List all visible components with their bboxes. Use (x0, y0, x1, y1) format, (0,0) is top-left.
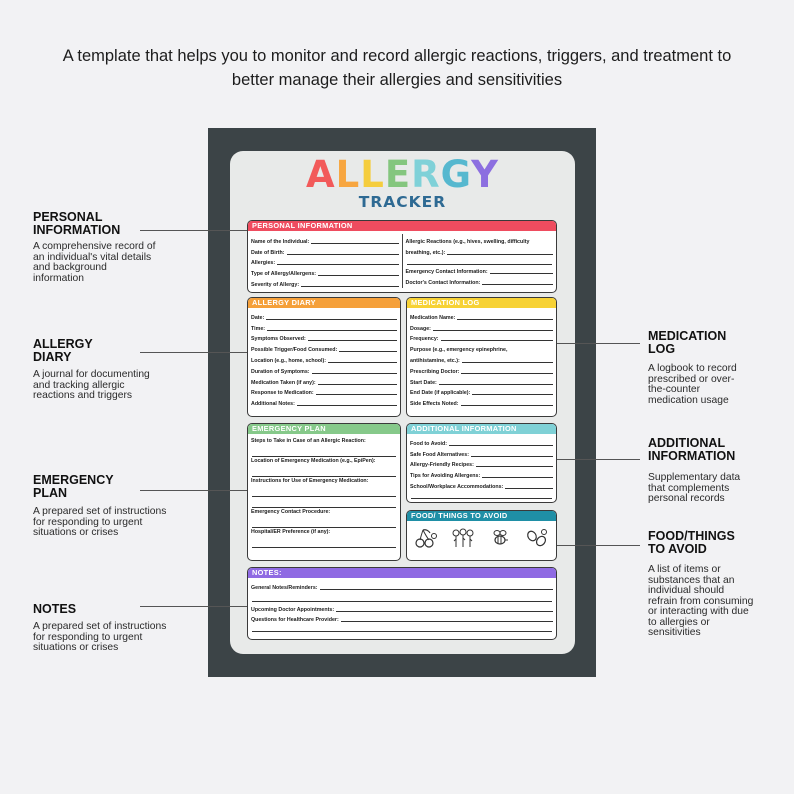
connector-line (557, 545, 640, 546)
callout-emergency-title: EMERGENCY PLAN (33, 473, 114, 500)
blank-line[interactable] (252, 466, 396, 477)
callout-emergency-desc: A prepared set of instructions for responding to urgent situations or crises (33, 506, 167, 538)
blank-line[interactable] (252, 623, 552, 632)
field-allergies[interactable]: Allergies: (248, 256, 402, 267)
callout-additional-desc: Supplementary data that complements personal records (648, 472, 741, 504)
field-severity-of-allergy[interactable]: Severity of Allergy: (248, 277, 402, 288)
field-recipes[interactable]: Allergy-Friendly Recipes: (407, 458, 556, 469)
blank-line[interactable] (252, 591, 552, 602)
emergency-medication-location-label: Location of Emergency Medication (e.g., EpiPen): (251, 458, 376, 464)
field-tips[interactable]: Tips for Avoiding Allergens: (407, 468, 556, 479)
title-letter: G (440, 153, 472, 196)
title-tracker: TRACKER (358, 193, 447, 211)
intro-text: A template that helps you to monitor and record allergic reactions, triggers, and treatment to better manage their allergies and sensitivities (62, 47, 732, 89)
emergency-plan-section (247, 423, 401, 561)
emergency-instructions-label: Instructions for Use of Emergency Medication: (251, 478, 369, 484)
field-name-of-individual[interactable]: Name of the Individual: (248, 234, 402, 245)
callout-diary-title: ALLERGY DIARY (33, 337, 93, 364)
blank-line[interactable] (411, 490, 552, 499)
field-accommodations[interactable]: School/Workplace Accommodations: (407, 479, 556, 490)
field-symptoms[interactable]: Symptoms Observed: (248, 332, 400, 343)
field-date-of-birth[interactable]: Date of Birth: (248, 245, 402, 256)
title-letter: A (306, 153, 336, 196)
additional-information-section (406, 423, 557, 503)
emergency-steps-label: Steps to Take in Case of an Allergic Reaction: (251, 438, 366, 444)
field-side-effects[interactable]: Side Effects Noted: (407, 396, 556, 407)
field-start-date[interactable]: Start Date: (407, 375, 556, 386)
emergency-contact-procedure-label: Emergency Contact Procedure: (251, 509, 331, 515)
field-emergency-contact[interactable]: Emergency Contact Information: (403, 265, 557, 276)
field-doctor-contact[interactable]: Doctor's Contact Information: (403, 275, 557, 286)
section-header: ADDITIONAL INFORMATION (407, 424, 556, 434)
medication-log-section (406, 297, 557, 417)
field-dosage[interactable]: Dosage: (407, 321, 556, 332)
blank-line[interactable] (252, 446, 396, 457)
hospital-preference-label: Hospital/ER Preference (if any): (251, 529, 331, 535)
field-response[interactable]: Response to Medication: (248, 386, 400, 397)
field-prescribing-doctor[interactable]: Prescribing Doctor: (407, 364, 556, 375)
field-medication-name[interactable]: Medication Name: (407, 310, 556, 321)
callout-diary-desc: A journal for documenting and tracking allergic reactions and triggers (33, 369, 150, 401)
callout-notes-desc: A prepared set of instructions for responding to urgent situations or crises (33, 621, 167, 653)
food-things-to-avoid-section (406, 510, 557, 561)
connector-line (140, 230, 247, 231)
field-doctor-appointments[interactable]: Upcoming Doctor Appointments: (248, 602, 556, 613)
blank-line[interactable] (252, 497, 396, 508)
field-general-notes[interactable]: General Notes/Reminders: (248, 580, 556, 591)
blank-line[interactable] (407, 256, 553, 265)
field-frequency[interactable]: Frequency: (407, 332, 556, 343)
cherries-icon (414, 527, 438, 549)
blank-line[interactable] (252, 537, 396, 548)
flowers-icon (451, 527, 475, 549)
title-letter: R (411, 153, 441, 196)
connector-line (557, 459, 640, 460)
field-medication-taken[interactable]: Medication Taken (if any): (248, 375, 400, 386)
connector-line (140, 352, 247, 353)
peanuts-icon (525, 527, 549, 549)
callout-notes-title: NOTES (33, 602, 77, 616)
title-allergy (230, 153, 575, 197)
callout-additional-title: ADDITIONAL INFORMATION (648, 436, 736, 463)
callout-food-title: FOOD/THINGS TO AVOID (648, 529, 735, 556)
field-allergic-reactions-cont[interactable]: breathing, etc.): (403, 245, 557, 256)
callout-medication-desc: A logbook to record prescribed or over- the-counter medication usage (648, 363, 737, 406)
personal-information-section (247, 220, 557, 293)
section-header: EMERGENCY PLAN (248, 424, 400, 434)
field-questions[interactable]: Questions for Healthcare Provider: (248, 613, 556, 624)
field-food-to-avoid[interactable]: Food to Avoid: (407, 436, 556, 447)
title-letter: L (360, 153, 385, 196)
title-letter: Y (471, 153, 499, 196)
field-trigger[interactable]: Possible Trigger/Food Consumed: (248, 342, 400, 353)
allergy-diary-section (247, 297, 401, 417)
title-letter: L (335, 153, 361, 196)
connector-line (557, 343, 640, 344)
field-purpose-cont[interactable]: antihistamine, etc.): (407, 353, 556, 364)
field-purpose: Purpose (e.g., emergency epinephrine, (410, 347, 508, 354)
field-location[interactable]: Location (e.g., home, school): (248, 353, 400, 364)
section-header: PERSONAL INFORMATION (248, 221, 556, 231)
blank-line[interactable] (252, 486, 396, 497)
callout-food-desc: A list of items or substances that an individual should refrain from consuming or interacting with due to allergies or sensitivities (648, 564, 754, 638)
section-header: NOTES: (248, 568, 556, 578)
field-duration[interactable]: Duration of Symptoms: (248, 364, 400, 375)
field-allergic-reactions: Allergic Reactions (e.g., hives, swelling, difficulty (405, 238, 530, 245)
field-type-of-allergy[interactable]: Type of Allergy/Allergens: (248, 266, 402, 277)
connector-line (140, 490, 247, 491)
field-safe-food[interactable]: Safe Food Alternatives: (407, 447, 556, 458)
callout-personal-title: PERSONAL INFORMATION (33, 210, 121, 237)
blank-line[interactable] (252, 517, 396, 528)
bee-icon (488, 527, 512, 549)
field-time[interactable]: Time: (248, 321, 400, 332)
field-date[interactable]: Date: (248, 310, 400, 321)
field-end-date[interactable]: End Date (if applicable): (407, 386, 556, 397)
section-header: FOOD/ THINGS TO AVOID (407, 511, 556, 521)
callout-personal-desc: A comprehensive record of an individual's vital details and background information (33, 241, 156, 284)
notes-section (247, 567, 557, 640)
connector-line (140, 606, 247, 607)
title-letter: E (384, 153, 412, 196)
section-header: ALLERGY DIARY (248, 298, 400, 308)
callout-medication-title: MEDICATION LOG (648, 329, 727, 356)
section-header: MEDICATION LOG (407, 298, 556, 308)
field-additional-notes[interactable]: Additional Notes: (248, 396, 400, 407)
